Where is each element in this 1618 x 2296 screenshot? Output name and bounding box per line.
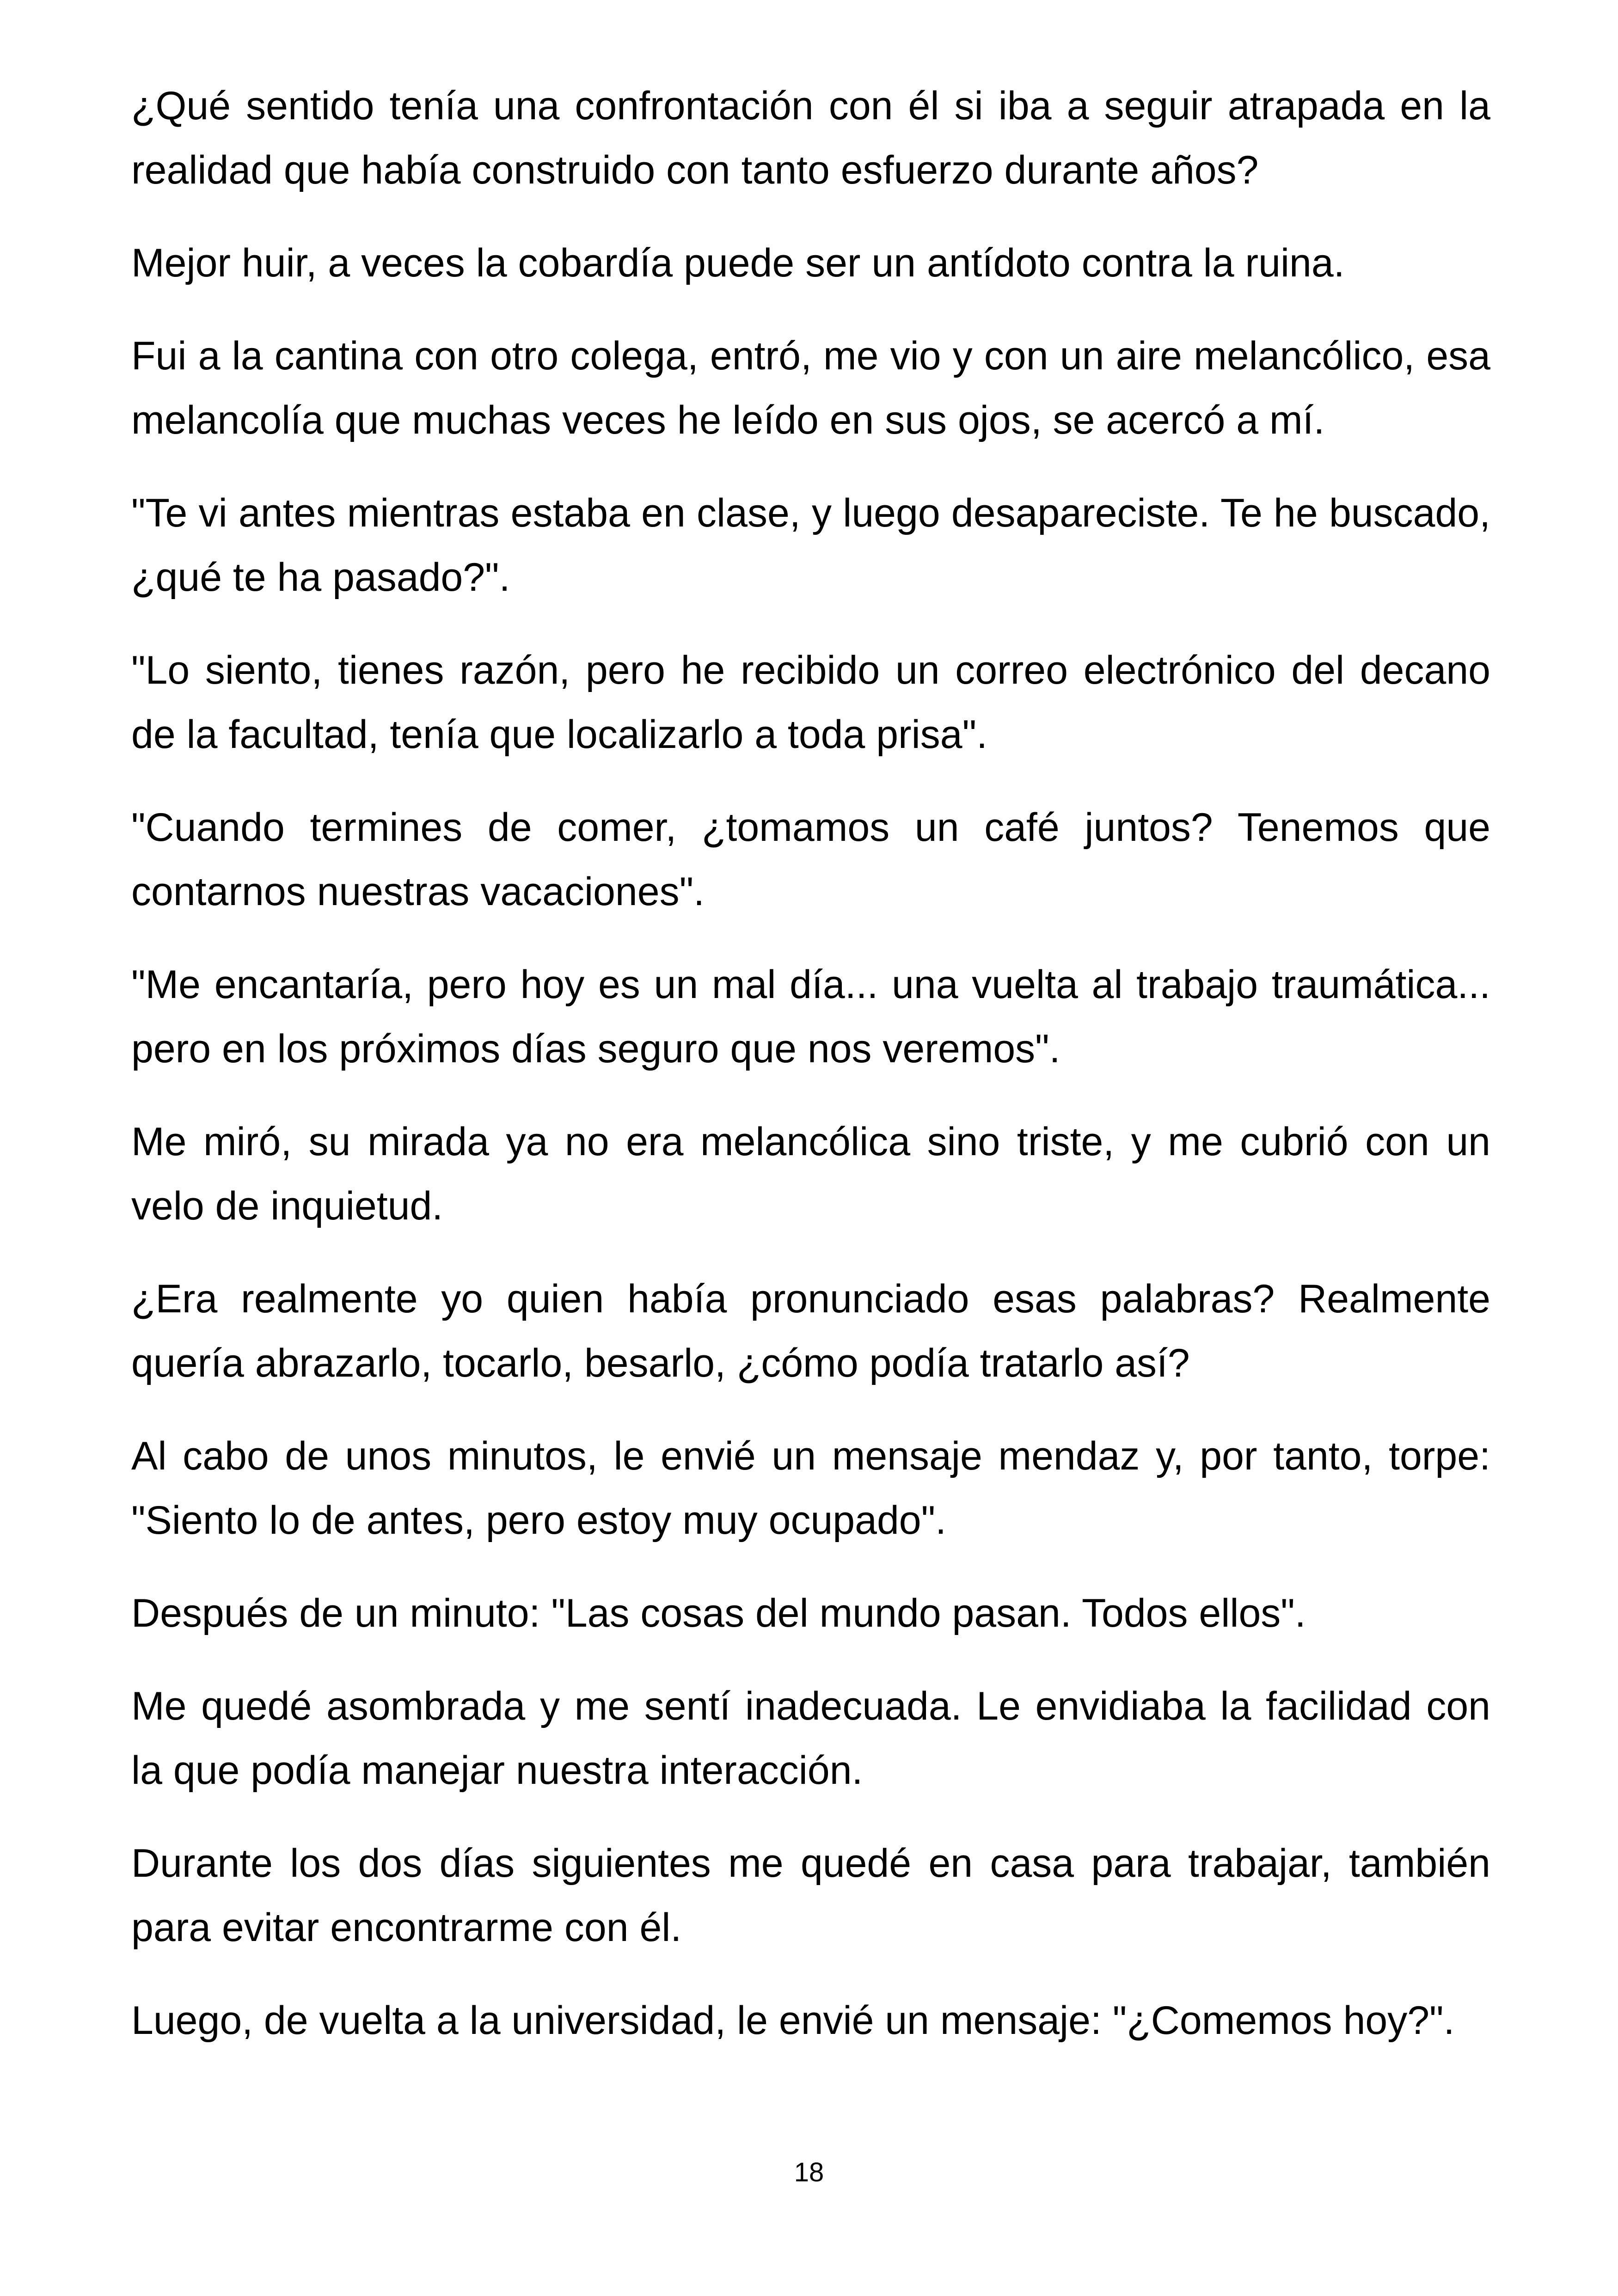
paragraph-9: ¿Era realmente yo quien había pronunciado esas palabras? Realmente quería abrazarlo, tocarlo, besarlo, ¿cómo podía tratarlo así? bbox=[131, 1277, 1490, 1385]
paragraph-3: Fui a la cantina con otro colega, entró, me vio y con un aire melancólico, esa melancolía que muchas veces he leído en sus ojos, se acercó a mí. bbox=[131, 334, 1490, 442]
paragraph-5: "Lo siento, tienes razón, pero he recibido un correo electrónico del decano de la facultad, tenía que localizarlo a toda prisa". bbox=[131, 648, 1490, 757]
paragraph-7: "Me encantaría, pero hoy es un mal día... una vuelta al trabajo traumática... pero en los próximos días seguro que nos veremos". bbox=[131, 962, 1490, 1071]
body-text bbox=[131, 74, 1490, 2082]
paragraph-13: Durante los dos días siguientes me quedé en casa para trabajar, también para evitar encontrarme con él. bbox=[131, 1841, 1490, 1950]
paragraph-1: ¿Qué sentido tenía una confrontación con él si iba a seguir atrapada en la realidad que había construido con tanto esfuerzo durante años? bbox=[131, 84, 1490, 192]
page-number: 18 bbox=[794, 2157, 824, 2187]
paragraph-14: Luego, de vuelta a la universidad, le envié un mensaje: "¿Comemos hoy?". bbox=[131, 1998, 1455, 2043]
paragraph-8: Me miró, su mirada ya no era melancólica sino triste, y me cubrió con un velo de inquietud. bbox=[131, 1120, 1490, 1228]
paragraph-12: Me quedé asombrada y me sentí inadecuada. Le envidiaba la facilidad con la que podía manejar nuestra interacción. bbox=[131, 1684, 1490, 1793]
paragraph-2: Mejor huir, a veces la cobardía puede ser un antídoto contra la ruina. bbox=[131, 241, 1345, 285]
paragraph-11: Después de un minuto: "Las cosas del mundo pasan. Todos ellos". bbox=[131, 1591, 1306, 1635]
paragraph-4: "Te vi antes mientras estaba en clase, y luego desapareciste. Te he buscado, ¿qué te ha pasado?". bbox=[131, 491, 1490, 600]
paragraph-10: Al cabo de unos minutos, le envié un mensaje mendaz y, por tanto, torpe: "Siento lo de antes, pero estoy muy ocupado". bbox=[131, 1434, 1490, 1543]
paragraph-6: "Cuando termines de comer, ¿tomamos un café juntos? Tenemos que contarnos nuestras vacaciones". bbox=[131, 805, 1490, 914]
